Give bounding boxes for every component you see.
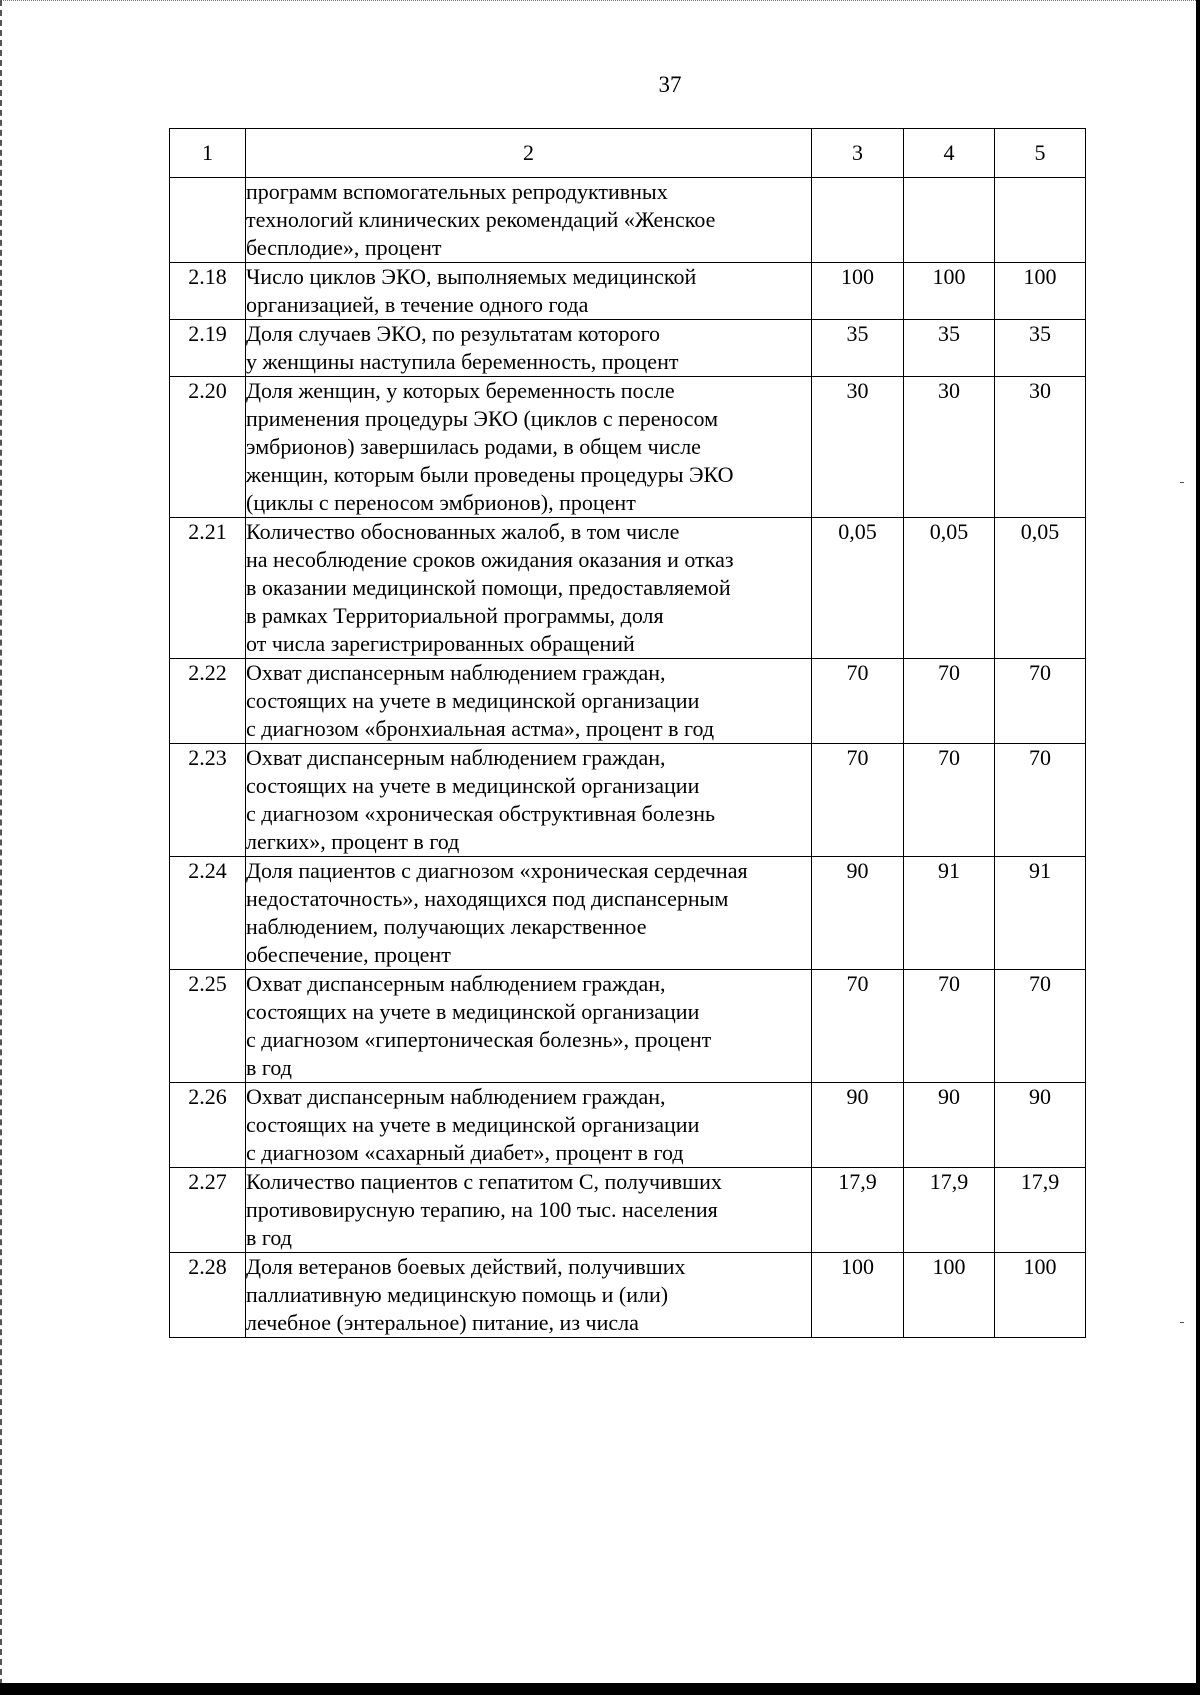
value-cell-col4: 100 <box>904 263 995 320</box>
description-line: Число циклов ЭКО, выполняемых медицинской <box>246 264 697 289</box>
description-line: противовирусную терапию, на 100 тыс. населения <box>246 1197 718 1222</box>
description-line: Количество пациентов с гепатитом С, получивших <box>246 1169 722 1194</box>
description-line: состоящих на учете в медицинской организации <box>246 688 700 713</box>
value-cell-col4: 70 <box>904 659 995 744</box>
indicator-description-cell <box>246 1168 812 1253</box>
description-line: обеспечение, процент <box>246 942 451 967</box>
value-cell-col5 <box>995 178 1086 263</box>
value-cell-col5: 70 <box>995 970 1086 1083</box>
indicator-description-cell <box>246 857 812 970</box>
description-line: Охват диспансерным наблюдением граждан, <box>246 1084 666 1109</box>
value-cell-col4: 91 <box>904 857 995 970</box>
value-cell-col5: 100 <box>995 1253 1086 1338</box>
row-number-cell: 2.24 <box>170 857 246 970</box>
description-line: Доля ветеранов боевых действий, получивших <box>246 1254 686 1279</box>
scan-edge-top <box>0 0 1200 3</box>
table-header-row <box>170 129 1086 178</box>
value-cell-col5: 17,9 <box>995 1168 1086 1253</box>
description-line: эмбрионов) завершилась родами, в общем числе <box>246 434 701 459</box>
column-header-4: 4 <box>904 129 995 178</box>
row-number-cell <box>170 178 246 263</box>
table-row <box>170 659 1086 744</box>
value-cell-col4: 30 <box>904 377 995 518</box>
indicator-description-cell <box>246 1253 812 1338</box>
description-line: с диагнозом «сахарный диабет», процент в год <box>246 1140 684 1165</box>
description-line: Охват диспансерным наблюдением граждан, <box>246 660 666 685</box>
value-cell-col5: 100 <box>995 263 1086 320</box>
value-cell-col3: 30 <box>812 377 904 518</box>
table-row <box>170 970 1086 1083</box>
table-row <box>170 1168 1086 1253</box>
value-cell-col4: 90 <box>904 1083 995 1168</box>
value-cell-col3: 35 <box>812 320 904 377</box>
description-line: Доля пациентов с диагнозом «хроническая сердечная <box>246 858 748 883</box>
value-cell-col4: 70 <box>904 744 995 857</box>
table-row <box>170 263 1086 320</box>
scan-edge-left <box>0 0 3 1695</box>
description-line: паллиативную медицинскую помощь и (или) <box>246 1282 669 1307</box>
table-row <box>170 744 1086 857</box>
scan-speck <box>1180 1322 1184 1323</box>
column-header-3: 3 <box>812 129 904 178</box>
value-cell-col4: 70 <box>904 970 995 1083</box>
indicator-description-cell <box>246 320 812 377</box>
description-line: Доля случаев ЭКО, по результатам которого <box>246 321 661 346</box>
value-cell-col5: 70 <box>995 659 1086 744</box>
value-cell-col4: 17,9 <box>904 1168 995 1253</box>
table-row <box>170 320 1086 377</box>
indicator-description-cell <box>246 263 812 320</box>
row-number-cell: 2.23 <box>170 744 246 857</box>
value-cell-col5: 91 <box>995 857 1086 970</box>
value-cell-col3: 17,9 <box>812 1168 904 1253</box>
row-number-cell: 2.26 <box>170 1083 246 1168</box>
value-cell-col5: 90 <box>995 1083 1086 1168</box>
value-cell-col4: 100 <box>904 1253 995 1338</box>
table-row <box>170 518 1086 659</box>
description-line: организацией, в течение одного года <box>246 292 589 317</box>
description-line: с диагнозом «бронхиальная астма», процент в год <box>246 716 715 741</box>
description-line: состоящих на учете в медицинской организации <box>246 999 700 1024</box>
indicator-description-cell <box>246 1083 812 1168</box>
column-header-5: 5 <box>995 129 1086 178</box>
description-line: с диагнозом «гипертоническая болезнь», процент <box>246 1027 712 1052</box>
indicator-description-cell <box>246 518 812 659</box>
indicator-description-cell <box>246 970 812 1083</box>
value-cell-col3: 70 <box>812 744 904 857</box>
value-cell-col3: 70 <box>812 659 904 744</box>
value-cell-col3 <box>812 178 904 263</box>
indicator-description-cell <box>246 659 812 744</box>
value-cell-col5: 30 <box>995 377 1086 518</box>
description-line: применения процедуры ЭКО (циклов с переносом <box>246 406 719 431</box>
description-line: в год <box>246 1225 292 1250</box>
value-cell-col5: 70 <box>995 744 1086 857</box>
table-row <box>170 1253 1086 1338</box>
scan-edge-right <box>1196 0 1200 1695</box>
description-line: с диагнозом «хроническая обструктивная болезнь <box>246 801 716 826</box>
scan-speck <box>1180 482 1184 483</box>
description-line: в год <box>246 1055 292 1080</box>
table-body <box>170 129 1086 1338</box>
description-line: наблюдением, получающих лекарственное <box>246 914 647 939</box>
value-cell-col3: 100 <box>812 1253 904 1338</box>
scan-edge-bottom <box>0 1683 1200 1695</box>
value-cell-col3: 0,05 <box>812 518 904 659</box>
column-header-1: 1 <box>170 129 246 178</box>
description-line: (циклы с переносом эмбрионов), процент <box>246 490 636 515</box>
description-line: Охват диспансерным наблюдением граждан, <box>246 745 666 770</box>
row-number-cell: 2.28 <box>170 1253 246 1338</box>
description-line: программ вспомогательных репродуктивных <box>246 179 668 204</box>
description-line: у женщины наступила беременность, процент <box>246 349 679 374</box>
description-line: лечебное (энтеральное) питание, из числа <box>246 1310 639 1335</box>
row-number-cell: 2.21 <box>170 518 246 659</box>
table-row <box>170 857 1086 970</box>
indicator-description-cell <box>246 377 812 518</box>
indicator-description-cell <box>246 178 812 263</box>
description-line: состоящих на учете в медицинской организации <box>246 773 700 798</box>
row-number-cell: 2.25 <box>170 970 246 1083</box>
description-line: недостаточность», находящихся под диспансерным <box>246 886 729 911</box>
indicator-table <box>169 128 1086 1338</box>
description-line: состоящих на учете в медицинской организации <box>246 1112 700 1137</box>
description-line: бесплодие», процент <box>246 235 442 260</box>
value-cell-col5: 35 <box>995 320 1086 377</box>
row-number-cell: 2.22 <box>170 659 246 744</box>
row-number-cell: 2.27 <box>170 1168 246 1253</box>
value-cell-col4: 0,05 <box>904 518 995 659</box>
value-cell-col4 <box>904 178 995 263</box>
column-header-2: 2 <box>246 129 812 178</box>
row-number-cell: 2.18 <box>170 263 246 320</box>
value-cell-col5: 0,05 <box>995 518 1086 659</box>
table-row <box>170 1083 1086 1168</box>
description-line: от числа зарегистрированных обращений <box>246 631 635 656</box>
value-cell-col3: 70 <box>812 970 904 1083</box>
description-line: в оказании медицинской помощи, предоставляемой <box>246 575 731 600</box>
description-line: технологий клинических рекомендаций «Женское <box>246 207 716 232</box>
description-line: в рамках Территориальной программы, доля <box>246 603 664 628</box>
value-cell-col3: 90 <box>812 857 904 970</box>
page-number: 37 <box>658 72 682 97</box>
value-cell-col4: 35 <box>904 320 995 377</box>
value-cell-col3: 100 <box>812 263 904 320</box>
table-row <box>170 178 1086 263</box>
description-line: на несоблюдение сроков ожидания оказания и отказ <box>246 547 734 572</box>
table-row <box>170 377 1086 518</box>
row-number-cell: 2.20 <box>170 377 246 518</box>
description-line: женщин, которым были проведены процедуры ЭКО <box>246 462 734 487</box>
description-line: Количество обоснованных жалоб, в том числе <box>246 519 680 544</box>
row-number-cell: 2.19 <box>170 320 246 377</box>
value-cell-col3: 90 <box>812 1083 904 1168</box>
description-line: Доля женщин, у которых беременность после <box>246 378 675 403</box>
description-line: Охват диспансерным наблюдением граждан, <box>246 971 666 996</box>
indicator-description-cell <box>246 744 812 857</box>
description-line: легких», процент в год <box>246 829 460 854</box>
